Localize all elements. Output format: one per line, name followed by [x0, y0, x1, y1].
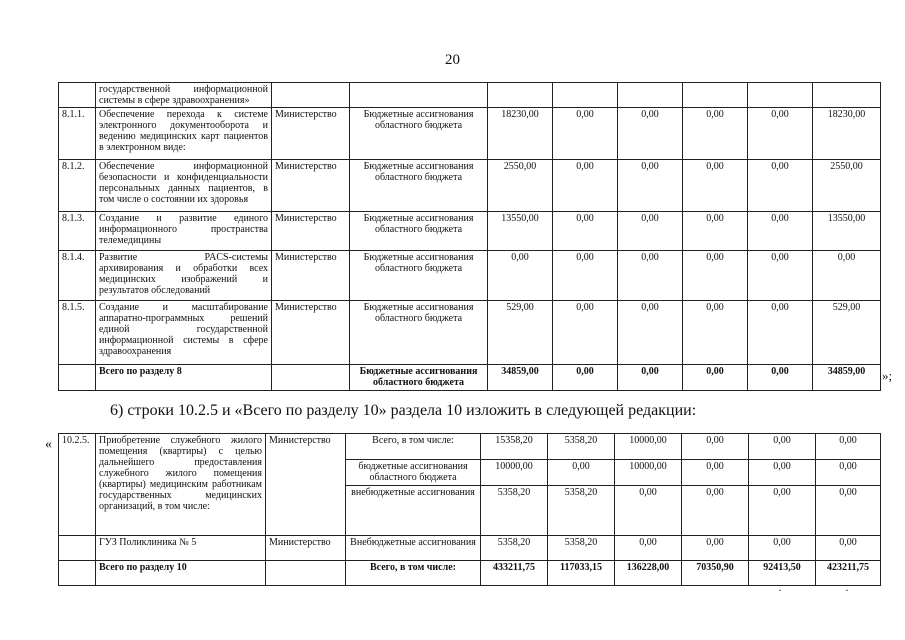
row-value: 0,00 — [748, 108, 813, 160]
row-value: 0,00 — [618, 160, 683, 212]
row-value: 0,00 — [749, 536, 816, 561]
table-row — [59, 536, 881, 561]
row-value: 10000,00 — [615, 460, 682, 486]
row-funding-source: Бюджетные ассигнования областного бюджета — [350, 108, 488, 160]
total-label: Всего по разделу 8 — [96, 365, 272, 391]
row-funding-source: Бюджетные ассигнования областного бюджета — [350, 301, 488, 365]
page-number: 20 — [445, 52, 460, 68]
row-value: 0,00 — [548, 460, 615, 486]
org-name: ГУЗ Поликлиника № 5 — [96, 536, 266, 561]
row-executor: Министерство — [266, 536, 346, 561]
row-value: 0,00 — [816, 434, 881, 460]
row-executor: Министерство — [272, 108, 350, 160]
row-description: Приобретение служебного жилого помещения (квартиры) с целью дальнейшего предоставления служебного жилого помещения (квартиры) медицинским работникам государственных медицинских организаций, в том числе: — [96, 434, 266, 536]
row-value: 0,00 — [748, 212, 813, 251]
row-value: 0,00 — [683, 251, 748, 301]
total-value: 0,00 — [618, 365, 683, 391]
table-row — [59, 212, 881, 251]
row-value: 0,00 — [816, 536, 881, 561]
row-value: 0,00 — [748, 301, 813, 365]
section-total-row — [59, 561, 881, 586]
row-value: 0,00 — [553, 160, 618, 212]
row-value: 10000,00 — [615, 434, 682, 460]
row-code: 8.1.4. — [59, 251, 96, 301]
row-code: 10.2.5. — [59, 434, 96, 536]
row-funding-source: Внебюджетные ассигнования — [346, 536, 481, 561]
continuation-row — [59, 83, 881, 108]
table-row — [59, 108, 881, 160]
row-value: 0,00 — [683, 160, 748, 212]
row-value: 0,00 — [749, 460, 816, 486]
row-funding-source: Бюджетные ассигнования областного бюджета — [350, 251, 488, 301]
row-value: 0,00 — [683, 212, 748, 251]
row-value: 5358,20 — [548, 486, 615, 536]
total-value: 0,00 — [748, 365, 813, 391]
row-value: 0,00 — [553, 212, 618, 251]
continuation-text: государственной информационной системы в сфере здравоохранения» — [96, 83, 272, 108]
row-value: 5358,20 — [548, 434, 615, 460]
row-value: 0,00 — [682, 486, 749, 536]
row-value: 0,00 — [749, 434, 816, 460]
row-value: 5358,20 — [481, 536, 548, 561]
row-code: 8.1.5. — [59, 301, 96, 365]
row-value: 2550,00 — [813, 160, 881, 212]
row-value: 2550,00 — [488, 160, 553, 212]
row-value: 0,00 — [682, 460, 749, 486]
row-code: 8.1.3. — [59, 212, 96, 251]
row-description: Развитие PACS-системы архивирования и обработки всех медицинских изображений и результатов обследований — [96, 251, 272, 301]
table-row — [59, 301, 881, 365]
row-value: 0,00 — [618, 108, 683, 160]
row-value: 18230,00 — [488, 108, 553, 160]
row-value: 0,00 — [813, 251, 881, 301]
table-row — [59, 434, 881, 460]
section-total-row — [59, 365, 881, 391]
row-value: 0,00 — [615, 536, 682, 561]
row-value: 0,00 — [553, 301, 618, 365]
amendment-paragraph: 6) строки 10.2.5 и «Всего по разделу 10» раздела 10 изложить в следующей редакции: — [110, 402, 697, 419]
table-row — [59, 160, 881, 212]
row-value: 0,00 — [488, 251, 553, 301]
row-value: 0,00 — [683, 108, 748, 160]
footer-dots: · · — [778, 583, 879, 597]
row-code: 8.1.1. — [59, 108, 96, 160]
row-value: 0,00 — [816, 460, 881, 486]
row-code: 8.1.2. — [59, 160, 96, 212]
row-value: 0,00 — [683, 301, 748, 365]
row-value: 18230,00 — [813, 108, 881, 160]
row-value: 0,00 — [682, 434, 749, 460]
row-value: 13550,00 — [488, 212, 553, 251]
opening-quote-mark: « — [45, 437, 52, 452]
row-value: 13550,00 — [813, 212, 881, 251]
total-value: 136228,00 — [615, 561, 682, 586]
total-label: Всего по разделу 10 — [96, 561, 266, 586]
row-description: Обеспечение перехода к системе электронного документооборота и ведению медицинских карт пациентов в электронном виде: — [96, 108, 272, 160]
row-executor: Министерство — [272, 160, 350, 212]
row-funding-source: Бюджетные ассигнования областного бюджета — [350, 160, 488, 212]
total-funding-source: Всего, в том числе: — [346, 561, 481, 586]
row-value: 0,00 — [748, 251, 813, 301]
row-value: 0,00 — [553, 108, 618, 160]
table-row — [59, 251, 881, 301]
row-funding-source: бюджетные ассигнования областного бюджета — [346, 460, 481, 486]
row-value: 15358,20 — [481, 434, 548, 460]
row-value: 529,00 — [488, 301, 553, 365]
row-funding-source: Всего, в том числе: — [346, 434, 481, 460]
row-value: 0,00 — [682, 536, 749, 561]
row-value: 0,00 — [618, 301, 683, 365]
row-value: 0,00 — [618, 251, 683, 301]
total-value: 92413,50 — [749, 561, 816, 586]
row-value: 0,00 — [553, 251, 618, 301]
total-value: 117033,15 — [548, 561, 615, 586]
row-funding-source: Бюджетные ассигнования областного бюджета — [350, 212, 488, 251]
row-value: 0,00 — [748, 160, 813, 212]
program-table-section-8 — [58, 82, 881, 391]
row-value: 0,00 — [615, 486, 682, 536]
row-funding-source: внебюджетные ассигнования — [346, 486, 481, 536]
row-value: 529,00 — [813, 301, 881, 365]
row-executor: Министерство — [272, 251, 350, 301]
total-value: 0,00 — [683, 365, 748, 391]
row-value: 10000,00 — [481, 460, 548, 486]
row-value: 5358,20 — [481, 486, 548, 536]
total-value: 0,00 — [553, 365, 618, 391]
total-value: 70350,90 — [682, 561, 749, 586]
row-value: 0,00 — [816, 486, 881, 536]
total-value: 34859,00 — [488, 365, 553, 391]
total-funding-source: Бюджетные ассигнования областного бюджета — [350, 365, 488, 391]
row-value: 0,00 — [749, 486, 816, 536]
row-description: Создание и развитие единого информационного пространства телемедицины — [96, 212, 272, 251]
closing-quote-mark: »; — [882, 368, 893, 383]
row-value: 5358,20 — [548, 536, 615, 561]
program-table-section-10 — [58, 433, 881, 586]
row-executor: Министерство — [272, 212, 350, 251]
total-value: 423211,75 — [816, 561, 881, 586]
total-value: 433211,75 — [481, 561, 548, 586]
row-executor: Министерство — [266, 434, 346, 536]
row-description: Обеспечение информационной безопасности и конфиденциальности персональных данных пациентов, в том числе о состоянии их здоровья — [96, 160, 272, 212]
row-executor: Министерство — [272, 301, 350, 365]
row-value: 0,00 — [618, 212, 683, 251]
row-description: Создание и масштабирование аппаратно-программных решений единой государственной информационной системы в сфере здравоохранения — [96, 301, 272, 365]
total-value: 34859,00 — [813, 365, 881, 391]
